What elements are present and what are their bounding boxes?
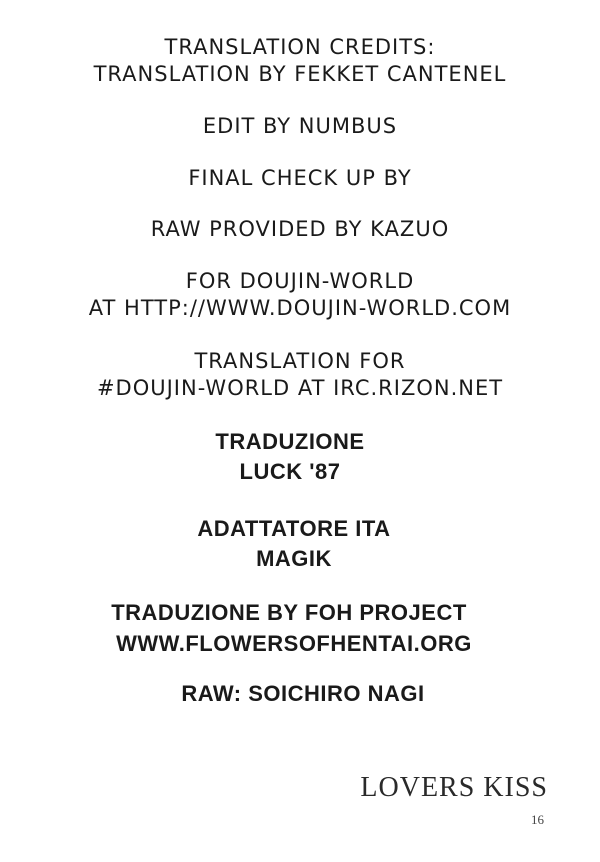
for-doujin-world: FOR DOUJIN-WORLD [185, 269, 415, 293]
translation-for: TRANSLATION FOR [194, 349, 406, 373]
doujin-world-url: AT HTTP://WWW.DOUJIN-WORLD.COM [88, 296, 512, 320]
book-title: LOVERS KISS [360, 772, 548, 803]
adattatore-name: MAGIK [256, 546, 332, 571]
traduzione-label: TRADUZIONE [215, 429, 365, 454]
credits-title: TRANSLATION CREDITS: [164, 35, 436, 59]
raw-provided: RAW PROVIDED BY KAZUO [150, 217, 450, 241]
irc-channel: #DOUJIN-WORLD AT IRC.RIZON.NET [96, 376, 504, 400]
translation-by: TRANSLATION BY FEKKET CANTENEL [93, 62, 507, 86]
foh-project: TRADUZIONE BY FOH PROJECT [111, 600, 467, 625]
edit-by: EDIT BY NUMBUS [202, 114, 398, 138]
final-check: FINAL CHECK UP BY [188, 166, 412, 190]
traduzione-name: LUCK '87 [239, 459, 341, 484]
adattatore-label: ADATTATORE ITA [197, 516, 391, 541]
foh-url: WWW.FLOWERSOFHENTAI.ORG [116, 631, 472, 656]
raw-credit: RAW: SOICHIRO NAGI [181, 681, 425, 706]
page-number: 16 [531, 812, 544, 827]
